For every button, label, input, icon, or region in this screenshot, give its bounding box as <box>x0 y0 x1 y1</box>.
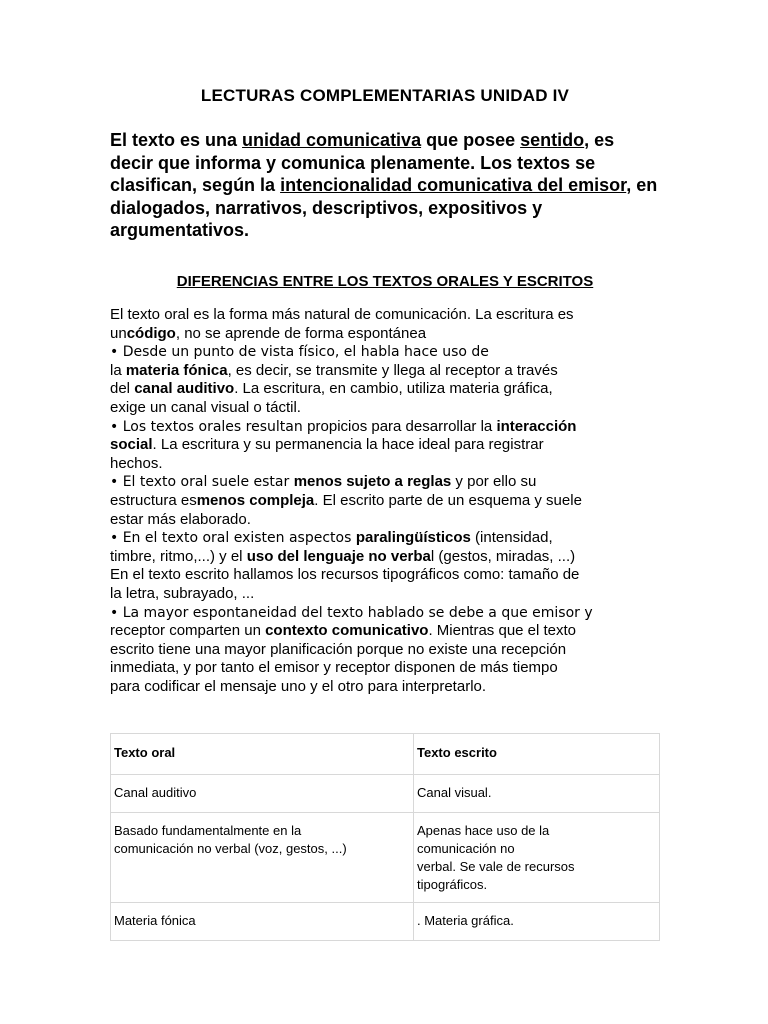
cell-line: Apenas hace uso de la <box>417 823 550 838</box>
body-line: • Desde un punto de vista físico, el habla hace uso de <box>110 344 489 361</box>
body-line: social. La escritura y su permanencia la hace ideal para registrar <box>110 436 544 454</box>
intro-text: , es decir que informa y comunica plenamente. Los textos se clasifican, según la <box>110 130 615 195</box>
table-header-cell: Texto escrito <box>414 734 660 775</box>
body-line: exige un canal visual o táctil. <box>110 398 301 416</box>
cell-line: verbal. Se vale de recursos <box>417 859 575 874</box>
body-line: escrito tiene una mayor planificación porque no existe una recepción <box>110 640 567 658</box>
intro-paragraph <box>110 129 660 242</box>
body-line: estructura esmenos compleja. El escrito parte de un esquema y suele <box>110 491 582 509</box>
body-line: timbre, ritmo,...) y el uso del lenguaje no verbal (gestos, miradas, ...) <box>110 547 576 565</box>
body-line: inmediata, y por tanto el emisor y receptor disponen de más tiempo <box>110 659 558 677</box>
table-row <box>111 903 660 941</box>
table-cell: Canal visual. <box>414 775 660 813</box>
body-text <box>110 306 660 696</box>
body-line: • La mayor espontaneidad del texto hablado se debe a que emisor y <box>110 604 593 621</box>
body-line: • Los textos orales resultan propicios para desarrollar la interacción <box>110 417 577 435</box>
body-line: la materia fónica, es decir, se transmite y llega al receptor a través <box>110 361 558 379</box>
body-line: • En el texto oral existen aspectos paralingüísticos (intensidad, <box>110 529 553 547</box>
comparison-table <box>110 733 660 941</box>
cell-line: comunicación no verbal (voz, gestos, ...) <box>114 841 347 856</box>
cell-line: Basado fundamentalmente en la <box>114 823 302 838</box>
table-cell <box>111 813 414 903</box>
table-header-row <box>111 734 660 775</box>
table-cell <box>414 813 660 903</box>
intro-text: El texto es una <box>110 130 243 150</box>
body-line: para codificar el mensaje uno y el otro para interpretarlo. <box>110 677 487 695</box>
intro-underlined: sentido <box>520 130 585 150</box>
document-title: LECTURAS COMPLEMENTARIAS UNIDAD IV <box>200 86 570 105</box>
body-line: En el texto escrito hallamos los recursos tipográficos como: tamaño de <box>110 566 580 584</box>
body-line: receptor comparten un contexto comunicativo. Mientras que el texto <box>110 622 577 640</box>
table-header-cell: Texto oral <box>111 734 414 775</box>
intro-text: , en dialogados, narrativos, descriptivos, expositivos y argumentativos. <box>110 175 658 240</box>
intro-underlined: unidad comunicativa <box>242 130 422 150</box>
intro-underlined: intencionalidad comunicativa del emisor <box>280 175 627 195</box>
body-line: del canal auditivo. La escritura, en cambio, utiliza materia gráfica, <box>110 380 553 398</box>
table-cell: Materia fónica <box>111 903 414 941</box>
table-cell: . Materia gráfica. <box>414 903 660 941</box>
body-line: • El texto oral suele estar menos sujeto a reglas y por ello su <box>110 473 537 491</box>
section-title: DIFERENCIAS ENTRE LOS TEXTOS ORALES Y ESCRITOS <box>176 273 594 290</box>
table-row <box>111 813 660 903</box>
body-line: la letra, subrayado, ... <box>110 584 255 602</box>
body-line: hechos. <box>110 454 163 472</box>
intro-text: que posee <box>421 130 521 150</box>
cell-line: comunicación no <box>417 841 515 856</box>
body-line: estar más elaborado. <box>110 510 251 528</box>
table-row <box>111 775 660 813</box>
cell-line: tipográficos. <box>417 877 488 892</box>
table-cell: Canal auditivo <box>111 775 414 813</box>
body-line: El texto oral es la forma más natural de comunicación. La escritura es <box>110 306 574 323</box>
body-line: uncódigo, no se aprende de forma espontánea <box>110 324 427 342</box>
